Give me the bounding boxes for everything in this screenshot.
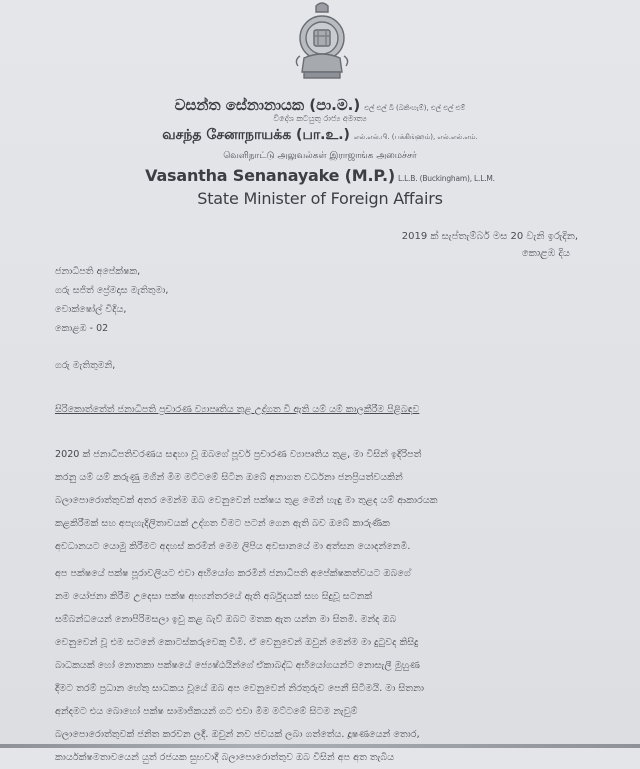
page-bottom-edge (0, 744, 640, 748)
date-block (402, 228, 578, 262)
letterhead-sinhala-title: විදේශ කටයුතු රාජ්‍ය අමාත්‍ය (273, 114, 367, 123)
letterhead-tamil-name (0, 127, 640, 145)
body-line: වෙනුවෙන් වූ එම සටනේ කොටස්කරුවෙකු වීමි. ඒ වෙනුවෙන් ඔවුන් මෙන්ම මා දුටුවද කිසිදු (55, 637, 419, 648)
body-line: කාර්යක්ෂමතාවයෙන් යුත් රජයක සුභවාදී බලාපොරොත්තුව ඔබ විසින් අප අත තැබිය (55, 752, 395, 763)
body-line: අවධානයට යොමු කිරීමට අදහස් කරමින් මෙම ලිපිය අවසානයේ මා අත්සන යොදන්නෙමි. (55, 541, 411, 552)
sinhala-qualifications: එල් එල් බී (බකිංහැම්), එල් එල් එම් (364, 104, 466, 112)
addressee-line: කොළඹ - 02 (55, 323, 109, 334)
body-line: බාධකයක් හෝ නොතකා පක්ෂයේ ජ්‍යෙෂ්ඨයින්ගේ ඒකාබද්ධ අභියෝගයන්ට නොසැලී මුහුණ (55, 660, 420, 671)
body-line: නම යෝජනා කිරීම උදෙසා පක්ෂ අභ්‍යන්තරයේ ඇති අර්බුදයක් සහ සිදුවූ සටනක් (55, 591, 373, 602)
english-name-text: Vasantha Senanayake (M.P.) (145, 166, 395, 185)
body-paragraph-2 (55, 562, 585, 769)
body-line: 2020 ක් ජනාධිපතිවරණය සඳහා වූ ඔබගේ පූර්ව ප්‍රචාරණ ව්‍යාපෘතිය තුළ, මා විසින් ඉදිරිපත් (55, 449, 422, 460)
sri-lanka-emblem-icon (290, 0, 354, 82)
body-line: සම්බන්ධයෙන් නොපිරිමසලා ඉවු කළ බැව් ඔබට මතක ඇත යන්න මා සිතමි. මන්ද ඔබ (55, 614, 397, 625)
letterhead-sinhala-name (0, 96, 640, 114)
addressee-line: ගරු සජිත් ප්‍රේමදාස මැතිතුමා, (55, 285, 169, 296)
body-line: බලාපොරොත්තුවක් ජනිත කරවන ලදී. ඔවුන් නව ජවයක් ලබා ගත්තේය. දූෂණයෙන් තොර, (55, 729, 420, 740)
addressee-line: ජනාධිපති අපේක්ෂක, (55, 266, 141, 277)
tamil-name-text: வசந்த சேனாநாயக்க (பா.உ.) (162, 127, 350, 143)
body-line: අප පක්ෂයේ පක්ෂ පූරාවලියට එවා අභියෝග කරමින් ජනාධිපති අපේක්ෂකත්වයට ඔබගේ (55, 568, 411, 579)
sinhala-name-text: වසන්ත සේනානායක (පා.ම.) (174, 96, 361, 114)
salutation: ගරු මැතිතුමනි, (55, 360, 116, 371)
body-line: කරනු යම් යම් කරුණු මගින් මිම මට්ටමේ සිටින ඔබේ අනාගත වර්ධනා ජනප්‍රියත්වයකින් (55, 472, 403, 483)
english-qualifications: L.L.B. (Buckingham), L.L.M. (397, 174, 495, 183)
body-line: අන්දමට එය බොහෝ පක්ෂ සාමාජිකයන් ගට එවා මිම මට්ටමේ සිටම නැවුම් (55, 706, 358, 717)
addressee-line: වොක්ෂෝල් වීදිය, (55, 304, 127, 315)
addressee-block (55, 262, 168, 338)
letterhead-english-title: State Minister of Foreign Affairs (197, 189, 443, 208)
date-place: කොළඹ දිය (521, 248, 570, 259)
body-paragraph-1 (55, 443, 585, 558)
body-line: බලාපොරොත්තුවක් අතර මෙන්ම ඔබ වෙනුවෙන් පක්ෂය තුළ මෙන් හැඳු මා තුළද යම් ආකාරයක (55, 495, 438, 506)
letterhead-english-name (0, 166, 640, 185)
letterhead-tamil-title: வெளிநாட்டு அலுவல்கள் இராஜாங்க அமைச்சர் (223, 151, 417, 161)
subject-line: සිරිකොත්තේත් ජනාධිපති ප්‍රචාරණ ව්‍යාපෘතිය තුළ උද්ගත වී ඇති යම් යම් කාලකීරීම පිළිබඳව (55, 404, 420, 415)
body-line: දීමට තරම් ප්‍රධාන හේතු සාධකය වූයේ ඔබ අප වෙනුවෙන් නිරතුරුව පෙනී සිටීමයි. මා සිතනා (55, 683, 425, 694)
date-line: 2019 ක් සැප්තැම්බර් මස 20 වැනි ඉරුදින, (401, 231, 578, 242)
body-line: කළකිරීමක් සහ අපැහැදිලිතාවයක් උද්ගත වීමට පටන් ගෙන ඇති බව ඔබේ කාරුණික (55, 518, 390, 529)
tamil-qualifications: எல்.எல்.பி. (பக்கிங்ஹம்), எல்.எல்.எம். (353, 133, 478, 141)
